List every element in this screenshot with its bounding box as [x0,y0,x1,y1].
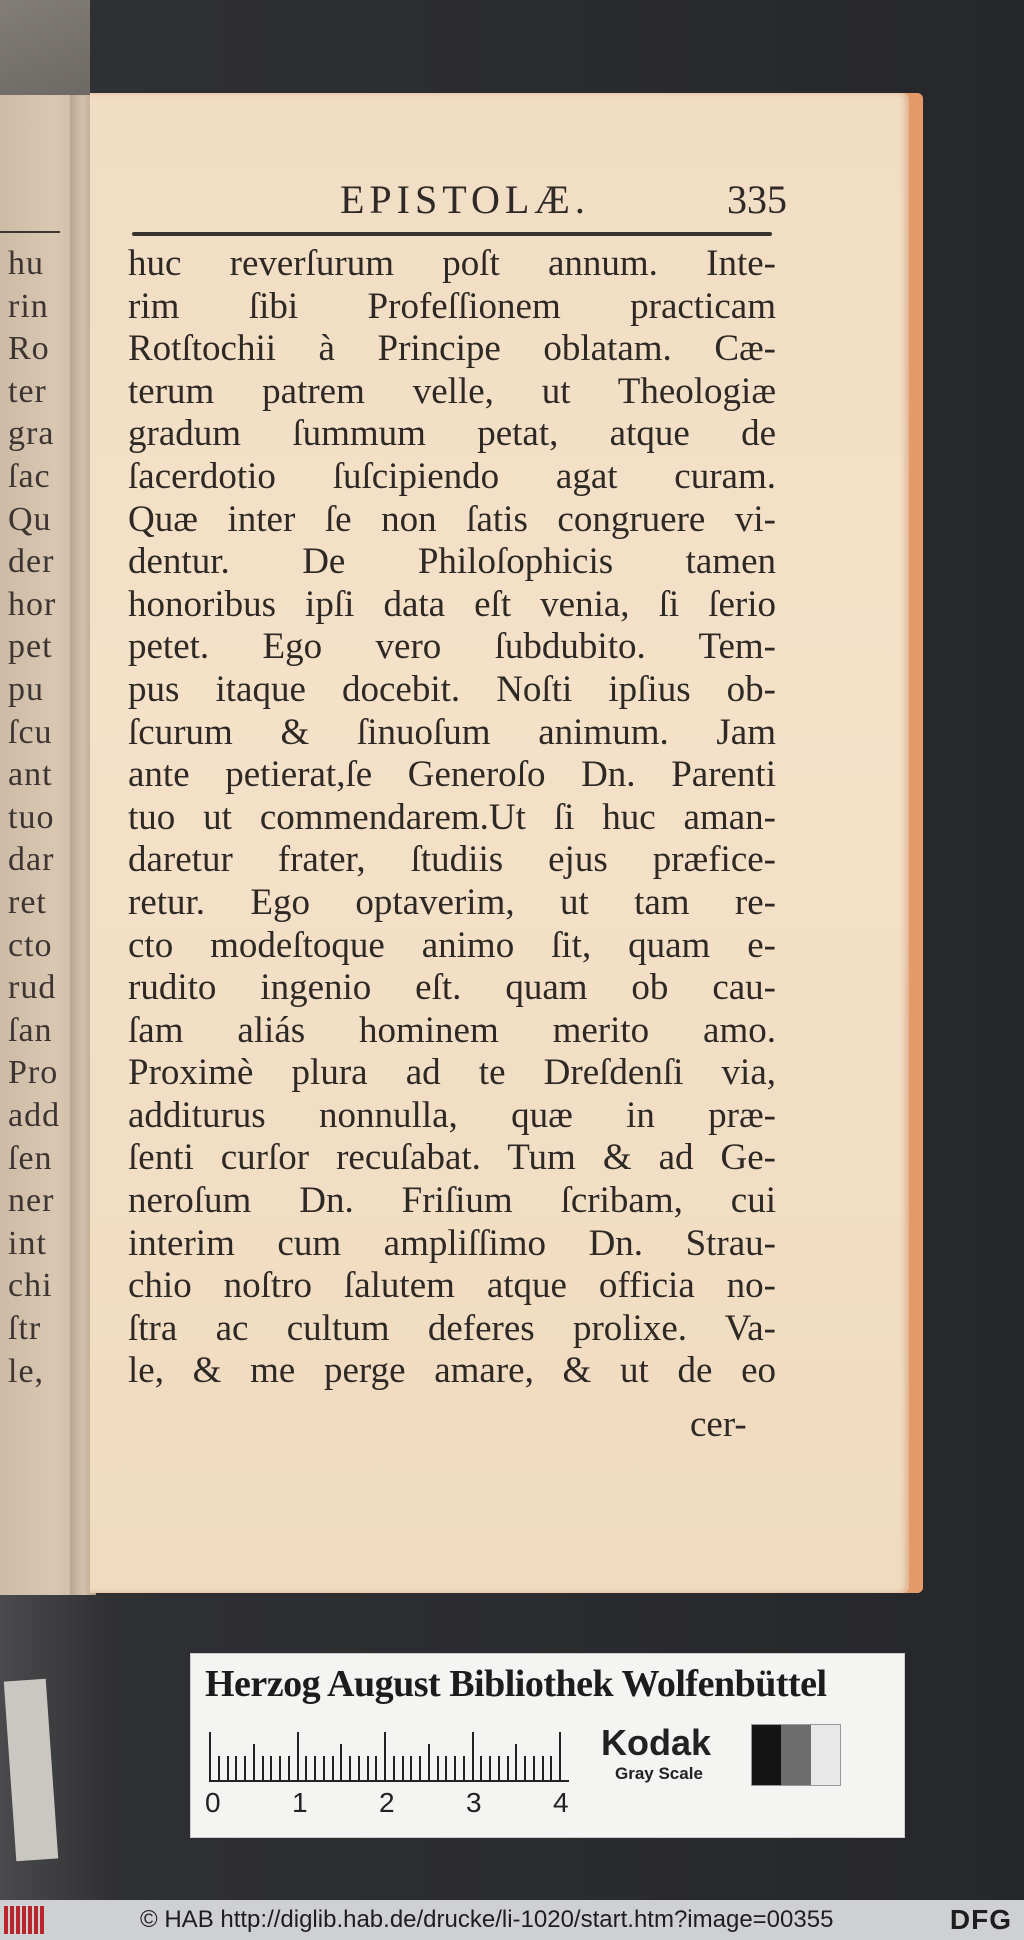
book-top-edge [0,0,90,100]
ruler-tick [279,1756,281,1782]
text-line: rudito ingenio eſt. quam ob cau- [128,967,776,1009]
text-line: additurus nonnulla, quæ in præ- [128,1094,776,1136]
catchword: cer- [690,1404,747,1445]
text-line: ante petierat,ſe Generoſo Dn. Parenti [128,754,776,796]
text-line: retur. Ego optaverim, ut tam re- [128,881,776,923]
ruler-tick [262,1756,264,1782]
ruler-tick [209,1732,211,1782]
page-number: 335 [727,177,787,222]
ruler-tick [227,1756,229,1782]
text-line: tuo ut commendarem.Ut ſi huc aman- [128,796,776,838]
ruler-tick [235,1756,237,1782]
scale-ruler [209,1732,569,1782]
facing-page-fragment: rud [8,969,57,1007]
text-line: ſenti curſor recuſabat. Tum & ad Ge- [128,1137,776,1179]
dfg-logo: DFG [949,1904,1012,1935]
ruler-tick [349,1756,351,1782]
facing-page-fragment: Qu [8,500,52,538]
ruler-tick [550,1756,552,1782]
ruler-tick [437,1756,439,1782]
citation-link[interactable]: © HAB http://diglib.hab.de/drucke/li-1020/start.htm?image=00355 [140,1906,834,1933]
text-line: cto modeſtoque animo ſit, quam e- [128,924,776,966]
page-body-text [128,243,776,1393]
ruler-tick [410,1756,412,1782]
facing-page-fragment: hu [8,245,44,282]
text-line: neroſum Dn. Friſium ſcribam, cui [128,1180,776,1222]
text-line: pus itaque docebit. Noſti ipſius ob- [128,668,776,710]
text-line: rim ſibi Profeſſionem practicam [128,285,776,327]
facing-page-fragment: pu [8,671,44,708]
ruler-tick [332,1756,334,1782]
facing-page-fragment: int [8,1224,47,1262]
ruler-tick [244,1756,246,1782]
ruler-tick [384,1732,386,1782]
ruler-tick [375,1756,377,1782]
text-line: huc reverſurum poſt annum. Inte- [128,243,776,284]
header-rule [132,232,772,236]
text-line: terum patrem velle, ut Theologiæ [128,370,776,412]
ruler-tick [402,1756,404,1782]
text-line: Quæ inter ſe non ſatis congruere vi- [128,498,776,540]
ruler-tick [270,1756,272,1782]
gray-scale-label: Gray Scale [615,1764,703,1783]
hab-barcode-icon [4,1906,48,1934]
ruler-tick [323,1756,325,1782]
ruler-label-0: 0 [205,1787,221,1818]
text-line: Rotſtochii à Principe oblatam. Cæ- [128,328,776,370]
ruler-tick [472,1732,474,1782]
text-line: gradum ſummum petat, atque de [128,413,776,455]
running-head: EPISTOLÆ. [340,177,590,222]
ruler-tick [288,1756,290,1782]
ruler-tick [507,1756,509,1782]
book-cover-edge [0,1595,120,1900]
ruler-tick [498,1756,500,1782]
text-line: daretur frater, ſtudiis ejus præfice- [128,839,776,881]
facing-page-fragment: cto [8,926,53,964]
ruler-label-3: 3 [466,1787,482,1818]
ruler-tick [340,1744,342,1782]
ruler-tick [253,1744,255,1782]
footer-bar [0,1900,1024,1940]
facing-page-fragment: ſcu [8,713,53,751]
text-line: le, & me perge amare, & ut de eo [128,1350,776,1392]
facing-page-fragment: rin [8,287,49,325]
facing-page-fragment: dar [8,841,55,879]
shelf-label [4,1679,58,1861]
gray-swatches [751,1724,841,1786]
ruler-tick [358,1756,360,1782]
facing-page-fragment: ſac [8,458,51,495]
facing-page-fragment: ant [8,756,53,794]
ruler-label-1: 1 [292,1787,308,1818]
text-line: honoribus ipſi data eſt venia, ſi ſerio [128,583,776,625]
ruler-tick [533,1756,535,1782]
ruler-label-2: 2 [379,1787,395,1818]
ruler-tick [297,1732,299,1782]
facing-page-fragment: ter [8,372,47,410]
text-line: petet. Ego vero ſubdubito. Tem- [128,626,776,668]
facing-page-fragment: pet [8,628,53,666]
facing-page-fragment: Pro [8,1054,59,1092]
ruler-tick [445,1756,447,1782]
ruler-tick [305,1756,307,1782]
facing-page-fragment: ner [8,1182,55,1220]
ruler-tick [524,1756,526,1782]
ruler-tick [428,1744,430,1782]
ruler-label-4: 4 [553,1787,569,1818]
ruler-tick [314,1756,316,1782]
ruler-tick [542,1756,544,1782]
text-line: ſacerdotio ſuſcipiendo agat curam. [128,455,776,497]
ruler-tick [463,1756,465,1782]
facing-page-rule [0,231,60,233]
text-line: interim cum ampliſſimo Dn. Strau- [128,1222,776,1264]
ruler-tick [559,1732,561,1782]
facing-page-fragment: chi [8,1267,53,1305]
text-line: ſcurum & ſinuoſum animum. Jam [128,711,776,753]
ruler-tick [419,1756,421,1782]
text-line: chio noſtro ſalutem atque officia no- [128,1265,776,1307]
facing-page-fragment: ſtr [8,1310,42,1347]
text-line: Proximè plura ad te Dreſdenſi via, [128,1052,776,1094]
text-line: dentur. De Philoſophicis tamen [128,541,776,583]
ruler-tick [393,1756,395,1782]
facing-page-fragment: ſan [8,1011,53,1049]
facing-page-fragment: le, [8,1352,45,1390]
facing-page-fragment: der [8,543,55,581]
facing-page-fragment: Ro [8,330,50,368]
gray-swatch [752,1725,781,1785]
facing-page-fragment: ret [8,884,47,921]
ruler-tick [454,1756,456,1782]
text-line: ſam aliás hominem merito amo. [128,1009,776,1051]
facing-page-fragment: gra [8,415,55,453]
facing-page-fragment: tuo [8,798,55,836]
library-name: Herzog August Bibliothek Wolfenbüttel [205,1663,827,1705]
color-target-card [190,1653,905,1838]
ruler-tick [489,1756,491,1782]
ruler-tick [218,1756,220,1782]
facing-page-fragment: add [8,1097,61,1134]
facing-page-fragment: ſen [8,1139,53,1177]
facing-page-fragment: hor [8,585,57,623]
gray-swatch [811,1725,840,1785]
kodak-logo: Kodak [601,1722,712,1763]
ruler-tick [367,1756,369,1782]
gray-swatch [781,1725,810,1785]
text-line: ſtra ac cultum deferes prolixe. Va- [128,1307,776,1349]
ruler-tick [480,1756,482,1782]
ruler-tick [515,1744,517,1782]
